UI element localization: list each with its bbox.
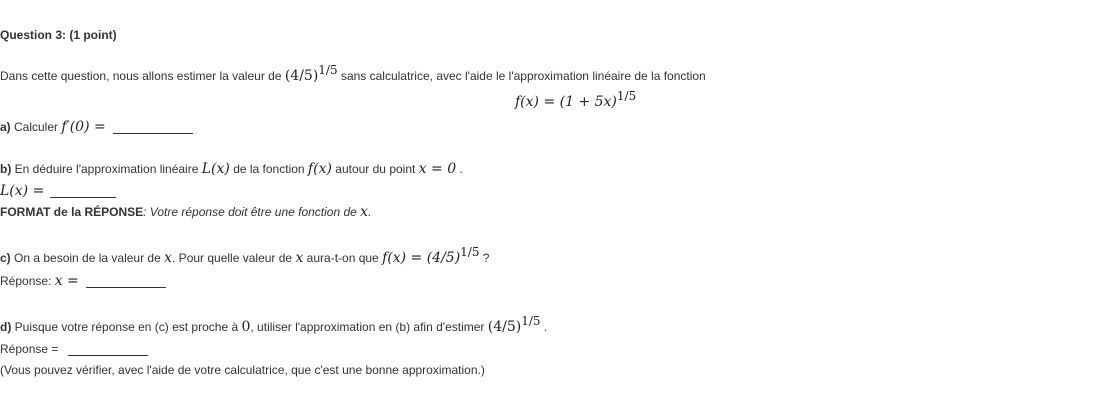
value-expression: $(4/5)^{1/5}$ <box>284 63 338 84</box>
part-a-expression: f′(0) = <box>61 119 106 135</box>
question-title: Question 3: (1 point) <box>0 28 117 42</box>
part-b: b) En déduire l'approximation linéaire L(x) de la fonction f(x) autour du point x = 0 . <box>0 161 463 177</box>
expr-f: f(x) <box>307 161 332 177</box>
expr-point: x = 0 <box>418 161 457 177</box>
part-b-label: b) <box>0 162 12 176</box>
part-b-answer-prefix: L(x) = <box>0 183 45 199</box>
part-d-answer-label: Réponse = <box>0 342 62 356</box>
part-c-answer-input[interactable] <box>86 275 166 288</box>
part-c: c) On a besoin de la valeur de x. Pour quelle valeur de x aura-t-on que $f(x) = (4/5)^{1/5}$ ? <box>0 245 490 266</box>
part-c-label: c) <box>0 251 11 265</box>
part-d-note: (Vous pouvez vérifier, avec l'aide de votre calculatrice, que c'est une bonne approximation.) <box>0 363 485 377</box>
part-d-answer-input[interactable] <box>68 343 148 356</box>
part-d: d) Puisque votre réponse en (c) est proche à 0, utiliser l'approximation en (b) afin d'estimer $(4/5)^{1/5}$ . <box>0 314 548 335</box>
part-c-expression: $f(x) = (4/5)^{1/5}$ <box>382 245 480 266</box>
intro-text-after: sans calculatrice, avec l'aide le l'approximation linéaire de la fonction <box>337 69 706 83</box>
part-b-answer-row <box>0 183 116 199</box>
part-a <box>0 119 193 135</box>
part-d-label: d) <box>0 320 12 334</box>
part-c-answer-label: Réponse: <box>0 274 55 288</box>
intro-text-before: Dans cette question, nous allons estimer la valeur de <box>0 69 285 83</box>
part-a-answer-input[interactable] <box>113 121 193 134</box>
part-b-answer-input[interactable] <box>50 185 116 198</box>
format-label: FORMAT de la RÉPONSE <box>0 205 144 219</box>
part-c-answer-row: Réponse: x = <box>0 273 166 289</box>
part-d-answer-row <box>0 341 148 357</box>
part-a-text: Calculer <box>10 120 62 134</box>
part-b-format-note: FORMAT de la RÉPONSE: Votre réponse doit être une fonction de x. <box>0 204 372 220</box>
expr-L: L(x) <box>201 161 230 177</box>
part-a-label: a) <box>0 120 11 134</box>
question-intro <box>0 63 706 84</box>
function-definition: $f(x) = (1 + 5x)^{1/5}$ <box>515 89 637 110</box>
part-d-expression: $(4/5)^{1/5}$ <box>487 314 541 335</box>
